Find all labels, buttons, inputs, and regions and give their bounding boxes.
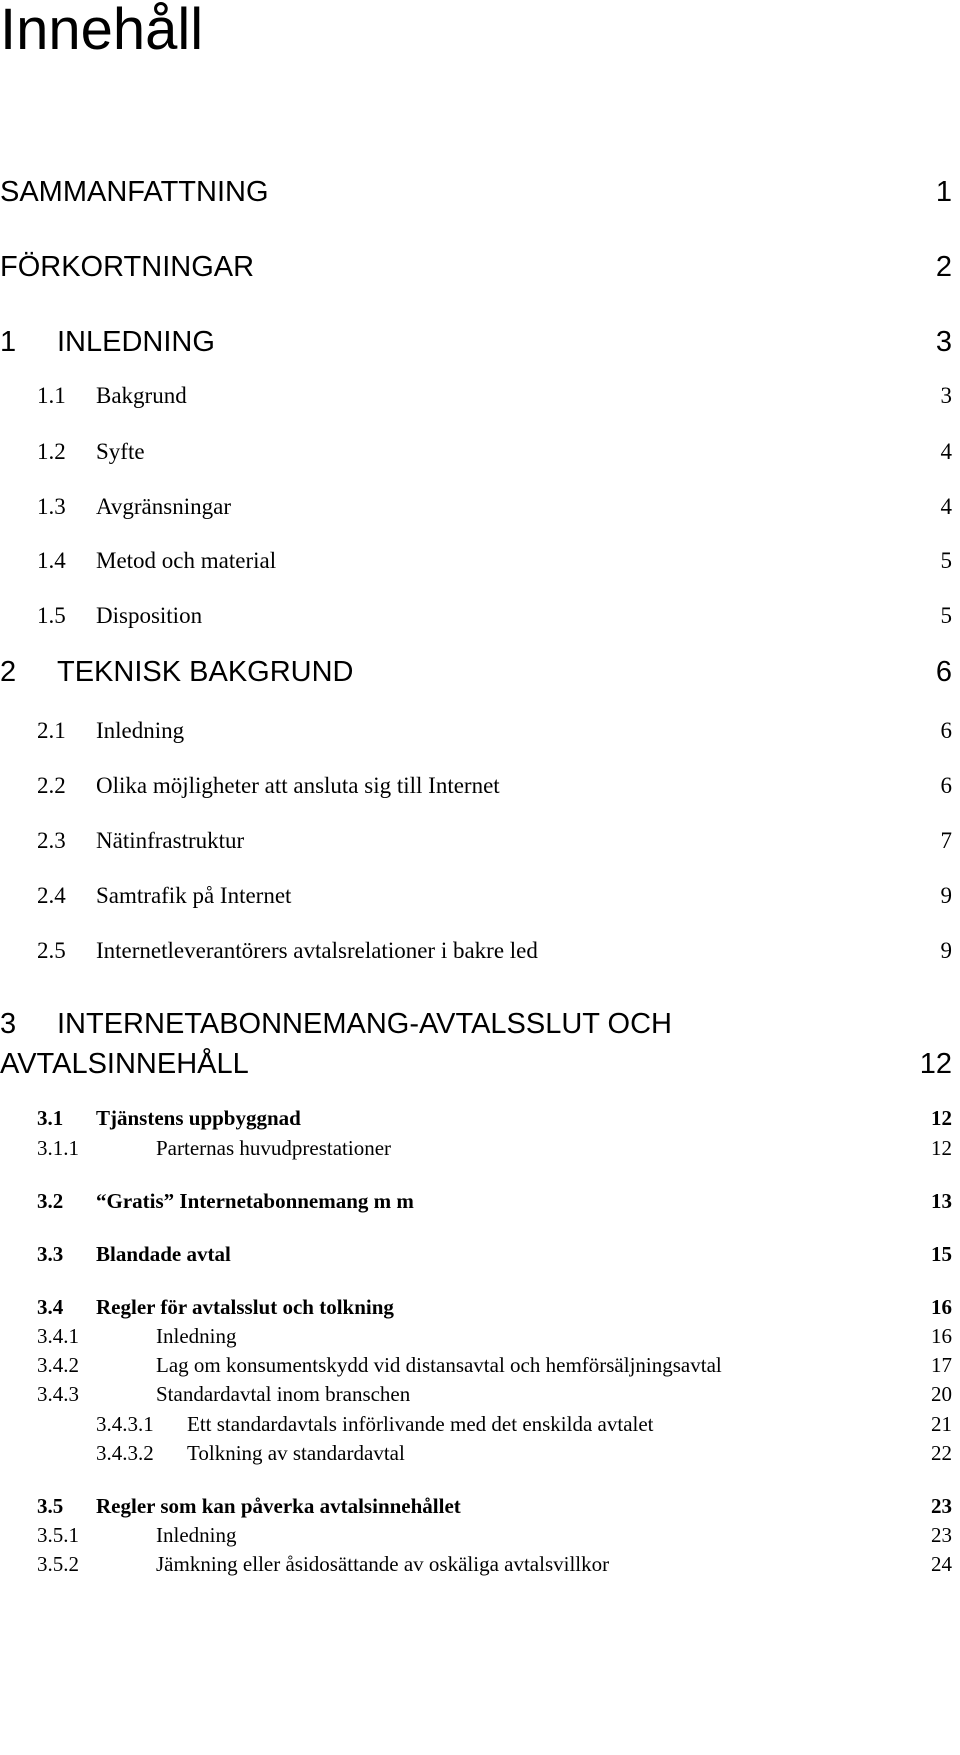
- toc-label: Inledning: [156, 1523, 237, 1547]
- toc-entry[interactable]: [0, 1410, 960, 1438]
- toc-entry-chapter-2[interactable]: [0, 652, 960, 692]
- toc-label: Parternas huvudprestationer: [156, 1136, 392, 1160]
- toc-number: 1.4: [37, 548, 66, 573]
- toc-page: 6: [940, 773, 952, 798]
- toc-label: Standardavtal inom branschen: [156, 1382, 411, 1406]
- toc-entry-chapter-3-cont: [0, 1044, 960, 1084]
- toc-entry[interactable]: [0, 601, 960, 631]
- toc-number: 3.2: [37, 1189, 64, 1213]
- toc-page: 12: [931, 1106, 952, 1130]
- toc-entry[interactable]: [0, 1134, 960, 1162]
- toc-number: 2.1: [37, 718, 66, 743]
- toc-label: Syfte: [96, 439, 145, 464]
- toc-number: 2.4: [37, 883, 66, 908]
- toc-number: 3.3: [37, 1242, 64, 1266]
- toc-entry[interactable]: [0, 1439, 960, 1467]
- toc-entry[interactable]: [0, 492, 960, 522]
- toc-page: 7: [940, 828, 952, 853]
- toc-label: Lag om konsumentskydd vid distansavtal och hemförsäljningsavtal: [156, 1353, 722, 1377]
- toc-label-continued: AVTALSINNEHÅLL: [0, 1048, 249, 1080]
- toc-entry[interactable]: [0, 1351, 960, 1379]
- toc-number: 3.5: [37, 1494, 64, 1518]
- toc-entry[interactable]: [0, 1550, 960, 1578]
- toc-label: Metod och material: [96, 548, 277, 573]
- toc-label: “Gratis” Internetabonnemang m m: [96, 1189, 414, 1213]
- toc-label: Tjänstens uppbyggnad: [96, 1106, 301, 1130]
- toc-number: 1.1: [37, 383, 66, 408]
- toc-page: 4: [940, 439, 952, 464]
- toc-entry[interactable]: [0, 546, 960, 576]
- toc-page: 15: [931, 1242, 952, 1266]
- toc-entry[interactable]: [0, 936, 960, 966]
- toc-number: 2.5: [37, 938, 66, 963]
- toc-label: Samtrafik på Internet: [96, 883, 292, 908]
- toc-entry-forkortningar[interactable]: [0, 247, 960, 287]
- toc-number: 3.4.3.2: [96, 1441, 154, 1465]
- toc-number: 1.5: [37, 603, 66, 628]
- toc-number: 3.4: [37, 1295, 64, 1319]
- toc-entry[interactable]: [0, 1104, 960, 1132]
- toc-page: 12: [919, 1048, 952, 1080]
- toc-number: 1.3: [37, 494, 66, 519]
- toc-label: Nätinfrastruktur: [96, 828, 245, 853]
- page-title: Innehåll: [0, 0, 204, 62]
- toc-page: 6: [935, 656, 952, 688]
- toc-label: TEKNISK BAKGRUND: [57, 656, 354, 688]
- toc-page: 9: [940, 938, 952, 963]
- toc-number: 2.3: [37, 828, 66, 853]
- toc-label: Blandade avtal: [96, 1242, 231, 1266]
- toc-entry[interactable]: [0, 381, 960, 411]
- toc-label: Disposition: [96, 603, 203, 628]
- toc-page: 5: [940, 548, 952, 573]
- toc-label: Olika möjligheter att ansluta sig till Internet: [96, 773, 500, 798]
- toc-entry[interactable]: [0, 437, 960, 467]
- toc-entry-sammanfattning[interactable]: [0, 172, 960, 212]
- toc-entry[interactable]: [0, 1240, 960, 1268]
- toc-label: Tolkning av standardavtal: [187, 1441, 405, 1465]
- toc-label: Bakgrund: [96, 383, 187, 408]
- toc-entry[interactable]: [0, 716, 960, 746]
- toc-entry[interactable]: [0, 1187, 960, 1215]
- toc-number: 2.2: [37, 773, 66, 798]
- toc-number: 3.5.2: [37, 1552, 79, 1576]
- toc-label: Regler som kan påverka avtalsinnehållet: [96, 1494, 461, 1518]
- toc-page: 5: [940, 603, 952, 628]
- toc-number: 3.1.1: [37, 1136, 79, 1160]
- toc-page: 21: [931, 1412, 952, 1436]
- toc-number: 2: [0, 656, 17, 688]
- toc-entry-chapter-3[interactable]: [0, 1004, 960, 1044]
- toc-entry[interactable]: [0, 771, 960, 801]
- toc-page: 16: [931, 1324, 952, 1348]
- toc-page: 20: [931, 1382, 952, 1406]
- toc-entry[interactable]: [0, 1521, 960, 1549]
- toc-label: Avgränsningar: [96, 494, 231, 519]
- toc-entry-chapter-1[interactable]: [0, 322, 960, 362]
- toc-entry[interactable]: [0, 1322, 960, 1350]
- toc-label: Jämkning eller åsidosättande av oskäliga avtalsvillkor: [156, 1552, 610, 1576]
- toc-number: 3: [0, 1008, 17, 1040]
- toc-label: INLEDNING: [57, 326, 215, 358]
- toc-page: 13: [931, 1189, 952, 1213]
- toc-page: 3: [935, 326, 952, 358]
- toc-label: INTERNETABONNEMANG-AVTALSSLUT OCH: [57, 1008, 672, 1040]
- toc-page: 6: [940, 718, 952, 743]
- toc-number: 3.1: [37, 1106, 64, 1130]
- toc-page: 1: [935, 176, 952, 208]
- toc-number: 3.4.2: [37, 1353, 79, 1377]
- toc-page: 23: [931, 1523, 952, 1547]
- toc-page: 2: [935, 251, 952, 283]
- toc-number: 1.2: [37, 439, 66, 464]
- toc-page: 16: [931, 1295, 952, 1319]
- toc-number: 3.4.3.1: [96, 1412, 154, 1436]
- toc-page: 22: [931, 1441, 952, 1465]
- toc-entry[interactable]: [0, 1492, 960, 1520]
- toc-number: 3.5.1: [37, 1523, 79, 1547]
- toc-number: 3.4.3: [37, 1382, 79, 1406]
- toc-page: 9: [940, 883, 952, 908]
- toc-label: Internetleverantörers avtalsrelationer i bakre led: [96, 938, 538, 963]
- toc-page: 12: [931, 1136, 952, 1160]
- toc-number: 1: [0, 326, 17, 358]
- toc-page: 24: [931, 1552, 952, 1576]
- toc-label: Inledning: [96, 718, 185, 743]
- toc-entry[interactable]: [0, 1380, 960, 1408]
- toc-label: Inledning: [156, 1324, 237, 1348]
- toc-label: Ett standardavtals införlivande med det enskilda avtalet: [187, 1412, 654, 1436]
- toc-entry[interactable]: [0, 881, 960, 911]
- toc-entry[interactable]: [0, 1293, 960, 1321]
- toc-page: 3: [940, 383, 952, 408]
- toc-number: 3.4.1: [37, 1324, 79, 1348]
- toc-label: FÖRKORTNINGAR: [0, 251, 255, 283]
- toc-page: 4: [940, 494, 952, 519]
- toc-page: 17: [931, 1353, 952, 1377]
- toc-label: Regler för avtalsslut och tolkning: [96, 1295, 394, 1319]
- toc-page: 23: [931, 1494, 952, 1518]
- toc-entry[interactable]: [0, 826, 960, 856]
- toc-label: SAMMANFATTNING: [0, 176, 269, 208]
